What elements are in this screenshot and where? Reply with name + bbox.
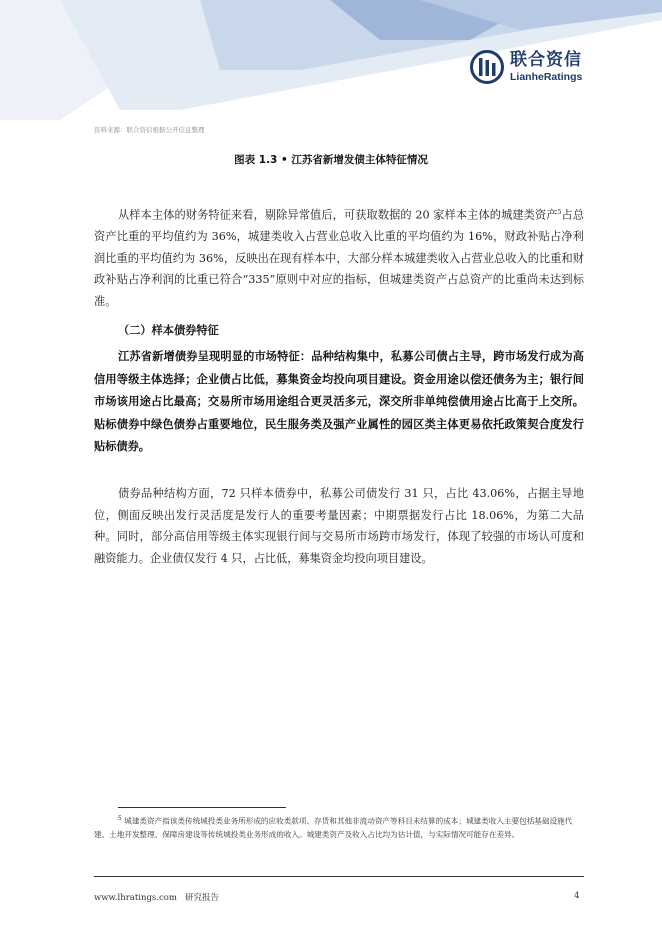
footnote-marker: 5 (118, 815, 122, 822)
logo-name-cn: 联合资信 (510, 49, 582, 70)
footer-website-link[interactable]: www.lhratings.com (94, 893, 177, 903)
footer-section: 研究报告 (185, 893, 220, 903)
paragraph1-text-b: 占总资产比重的平均值约为 36%，城建类收入占营业总收入比重的平均值约为 16%，财政补贴占净利润比重的平均值约为 36%，反映出在现有样本中，大部分样本城建类收入占营业总收入的比重和财政补贴占净利润的比重已符合“335”原则中对应的指标，但城建类资产占总资产的比重尚未达到标准。 (94, 208, 584, 308)
page-footer (94, 891, 219, 903)
footer-divider (94, 876, 584, 877)
footnote-divider (118, 807, 286, 808)
footnote (94, 812, 584, 841)
paragraph-financial-features (94, 202, 584, 312)
logo-name-en: LianheRatings (510, 70, 583, 83)
page-number: 4 (574, 891, 580, 901)
section-subheading: （二）样本债券特征 (118, 324, 219, 337)
lianhe-logo-icon (470, 50, 504, 84)
paragraph-bond-structure: 债券品种结构方面，72 只样本债券中，私募公司债发行 31 只，占比 43.06%，占据主导地位，侧面反映出发行灵活度是发行人的重要考量因素；中期票据发行占比 18.06%，为第二大品种。同时，部分高信用等级主体实现银行间与交易所市场跨市场发行，体现了较强的市场认可度和融资能力。企业债仅发行 4 只，占比低，募集资金均投向项目建设。 (94, 487, 584, 565)
lianhe-logo (470, 50, 582, 84)
footnote-ref: 5 (557, 209, 562, 216)
source-note: 资料来源：联合资信根据公开信息整理 (94, 126, 205, 134)
figure-title: 图表 1.3 • 江苏省新增发债主体特征情况 (234, 154, 428, 166)
key-findings-paragraph: 江苏省新增债券呈现明显的市场特征：品种结构集中，私募公司债占主导，跨市场发行成为高信用等级主体选择；企业债占比低，募集资金均投向项目建设。资金用途以偿还债务为主；银行间市场该用途占比最高；交易所市场用途组合更灵活多元，深交所非单纯偿债用途占比高于上交所。贴标债券中绿色债券占重要地位，民生服务类及强产业属性的园区类主体更易依托政策契合度发行贴标债券。 (94, 350, 584, 453)
footnote-text: 城建类资产指该类传统城投类业务所形成的应收类款项、存货和其他非流动资产等科目未结算的成本；城建类收入主要包括基础设施代建、土地开发整理、保障房建设等传统城投类业务形成的收入。城建类资产及收入占比均为估计值，与实际情况可能存在差异。 (94, 816, 573, 839)
paragraph1-text-a: 从样本主体的财务特征来看，剔除异常值后，可获取数据的 20 家样本主体的城建类资产 (118, 208, 558, 222)
